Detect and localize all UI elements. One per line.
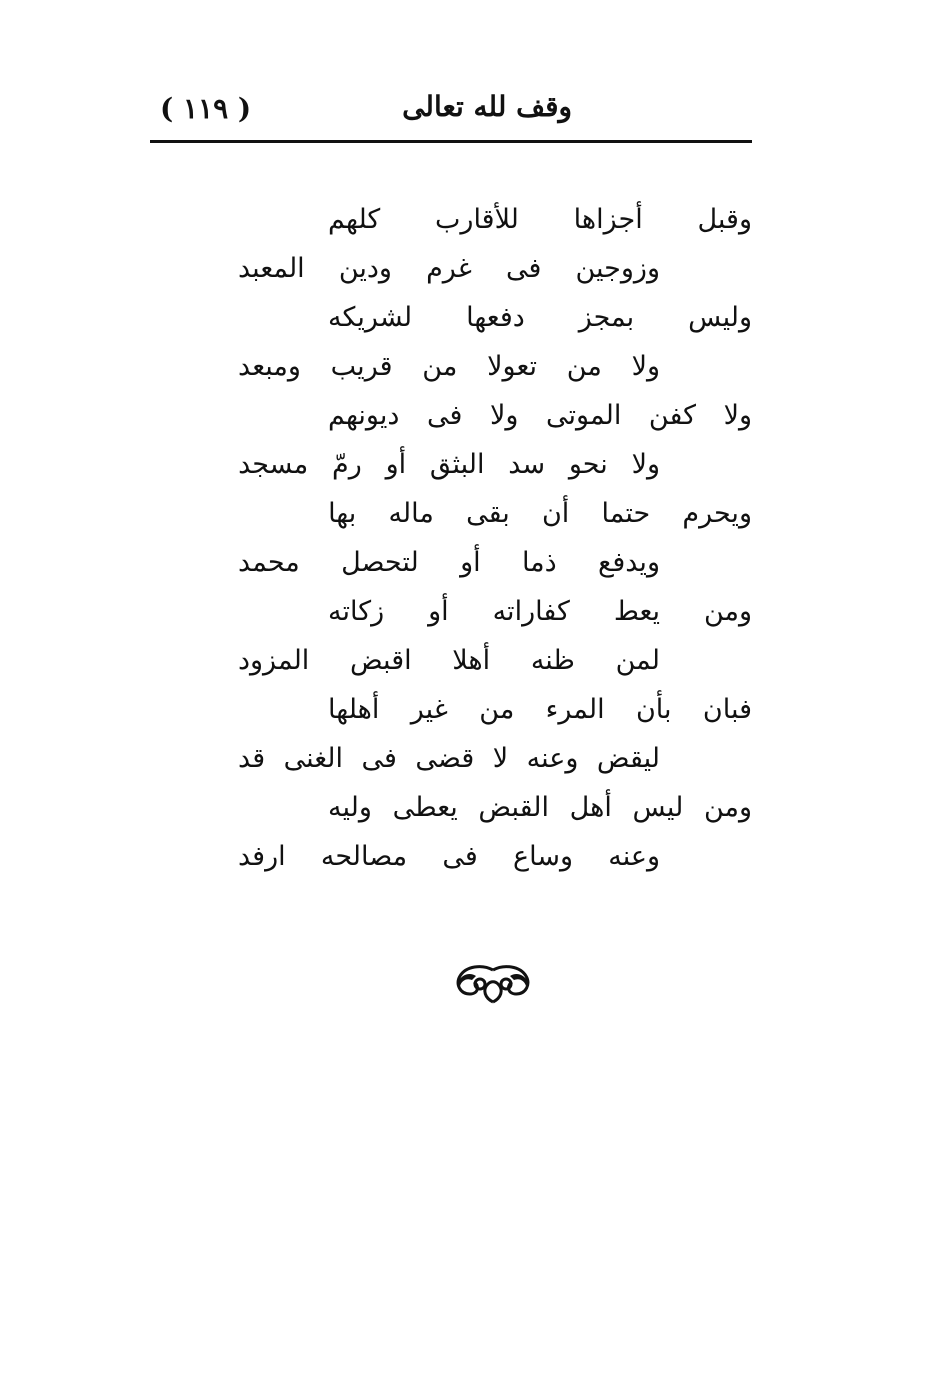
verse-word: أن [541,498,570,529]
verse-word: من [479,694,515,725]
verse-word: رمّ [332,449,362,480]
verse-word: وقبل [697,204,752,235]
verse-word: وساع [512,841,573,872]
verse-word: تعولا [487,351,537,382]
verse-word: بمجز [578,302,635,333]
verse-word: ولا [631,351,660,382]
verse-word: نحو [568,449,608,480]
page-header [150,88,750,132]
verse-word: يعطى [392,792,458,823]
verse-word: أهلا [452,645,491,676]
verse-word: القبض [478,792,550,823]
verse-word: ليقض [596,743,660,774]
verse-word: ويدفع [597,547,660,578]
verse-word: ومن [703,596,752,627]
verse-line [230,636,760,685]
verse-word: مصالحه [320,841,408,872]
verse-word: ولا [490,400,519,431]
ornament-icon [452,962,534,1006]
running-title: وقف لله تعالى [402,90,572,123]
verse-word: وعنه [526,743,579,774]
verse-line [230,685,760,734]
verse-word: قضى [415,743,475,774]
verse-word: من [422,351,458,382]
page-number: ( ١١٩ ) [160,92,252,125]
verse-word: ودين [338,253,392,284]
verse-word: ولا [631,449,660,480]
verse-word: أجزاها [573,204,643,235]
verse-word: لتحصل [341,547,419,578]
verse-word: ارفد [238,841,286,872]
verse-word: كفن [648,400,696,431]
verse-line [230,783,760,832]
verse-word: فى [505,253,542,284]
verse-line [230,734,760,783]
verse-word: ومن [703,792,752,823]
verse-word: أو [385,449,407,480]
verse-word: محمد [238,547,300,578]
verse-word: لمن [615,645,660,676]
verse-word: فى [361,743,397,774]
header-rule [150,140,752,143]
verse-word: البثق [429,449,485,480]
verse-word: غير [410,694,448,725]
verse-word: ليس [632,792,684,823]
verse-word: كفاراته [492,596,570,627]
verse-word: أو [460,547,481,578]
verse-word: لشريكه [328,302,413,333]
verse-line [230,195,760,244]
verse-word: دفعها [466,302,525,333]
verse-word: أو [428,596,449,627]
verse-word: أهل [569,792,612,823]
verse-word: ومبعد [238,351,301,382]
verse-word: للأقارب [434,204,519,235]
verse-word: وزوجين [575,253,660,284]
verse-word: الغنى [283,743,344,774]
verse-word: وليس [688,302,752,333]
verse-word: لا [492,743,509,774]
verse-word: سد [508,449,546,480]
verse-word: يعط [613,596,660,627]
verse-line [230,342,760,391]
verse-word: فى [427,400,463,431]
verse-word: المعبد [238,253,305,284]
verse-word: المرء [545,694,605,725]
verse-word: مسجد [238,449,309,480]
verse-word: وعنه [608,841,660,872]
verse-word: من [566,351,602,382]
verse-word: ويحرم [682,498,752,529]
verse-line [230,391,760,440]
verse-word: أهلها [328,694,380,725]
verse-word: الموتى [546,400,622,431]
verse-line [230,440,760,489]
verse-line [230,832,760,881]
verse-word: فى [442,841,478,872]
verse-word: بأن [635,694,672,725]
verse-word: ولا [723,400,752,431]
verse-word: قد [238,743,266,774]
verse-word: حتما [601,498,651,529]
verse-word: غرم [426,253,472,284]
verse-word: ديونهم [328,400,400,431]
verse-word: المزود [238,645,310,676]
verse-word: قريب [330,351,393,382]
verse-word: اقبض [349,645,412,676]
verse-word: كلهم [328,204,381,235]
verse-word: ماله [388,498,434,529]
verse-word: ظنه [530,645,575,676]
verse-line [230,489,760,538]
verse-line [230,244,760,293]
verse-line [230,587,760,636]
verse-word: وليه [328,792,372,823]
verse-line [230,538,760,587]
verse-line [230,293,760,342]
verse-word: زكاته [328,596,385,627]
verse-word: فبان [702,694,752,725]
verse-word: بها [328,498,357,529]
verse-word: ذما [521,547,557,578]
poem [230,195,760,881]
verse-word: بقى [466,498,510,529]
